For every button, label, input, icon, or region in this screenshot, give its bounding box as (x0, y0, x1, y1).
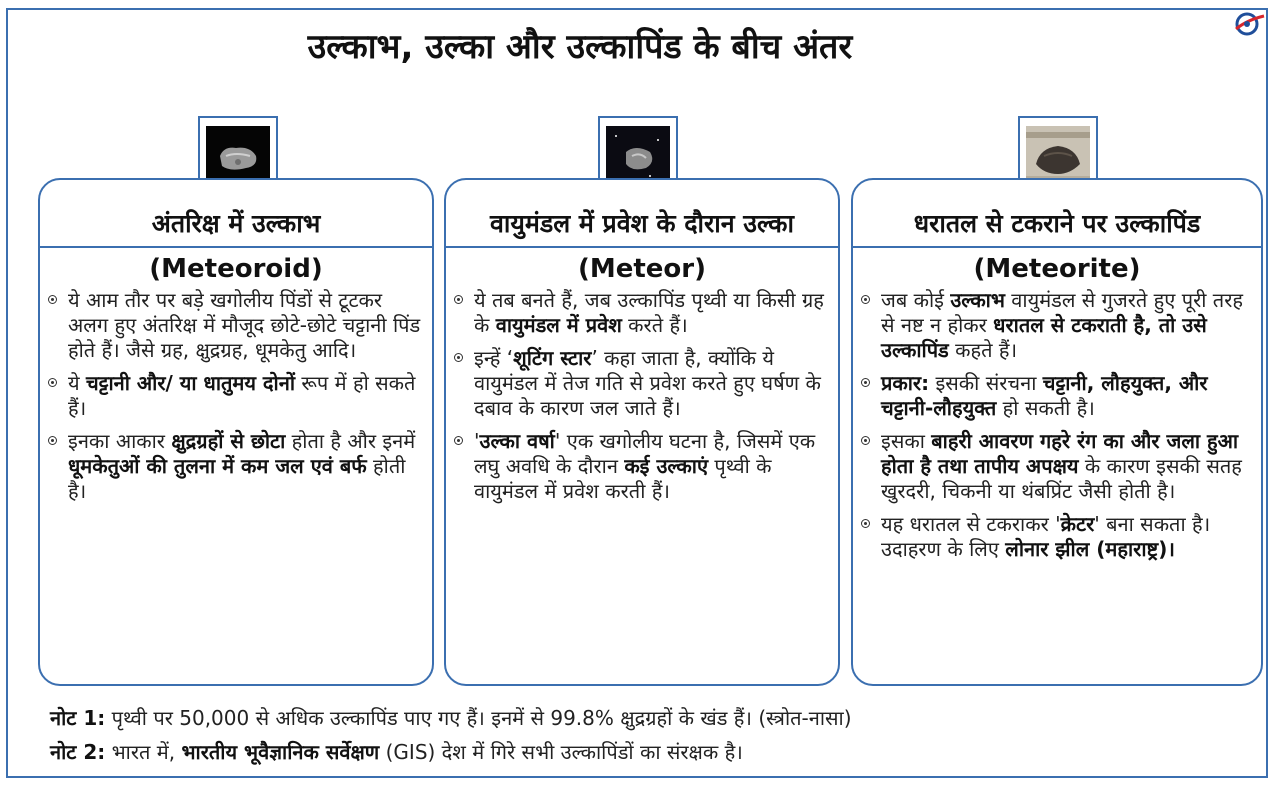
bullet-point (454, 346, 828, 421)
point-text: ' बना सकता है। उदाहरण के लिए (881, 512, 1211, 561)
point-text: के कारण इसकी सतह खुरदरी, चिकनी या थंबप्रिंट जैसी होती है। (881, 454, 1242, 503)
bullet-icon (861, 295, 870, 304)
point-text: इसका (881, 429, 932, 453)
bullet-point (48, 371, 422, 421)
card-heading: वायुमंडल में प्रवेश के दौरान उल्का (446, 180, 838, 248)
point-emphasis: चट्टानी और/ या धातुमय दोनों (85, 371, 296, 395)
point-emphasis: धूमकेतुओं की तुलना में कम जल एवं बर्फ (68, 454, 367, 478)
note-label: नोट 2: (50, 740, 106, 764)
point-list (40, 288, 432, 504)
bullet-point (861, 429, 1251, 504)
point-emphasis: क्रेटर (1060, 512, 1095, 536)
bullet-point (48, 429, 422, 504)
bullet-point (861, 512, 1251, 562)
point-emphasis: वायुमंडल में प्रवेश (495, 313, 622, 337)
meteoroid-card (38, 178, 434, 686)
note-1 (50, 704, 852, 731)
bullet-point (454, 288, 828, 338)
bullet-icon (454, 295, 463, 304)
note-2 (50, 738, 743, 765)
point-text: इसकी संरचना (929, 371, 1043, 395)
note-text: भारत में, (105, 740, 182, 764)
point-list (853, 288, 1261, 562)
point-text: ' एक खगोलीय घटना है, जिसमें एक लघु अवधि के दौरान (474, 429, 816, 478)
point-emphasis: बाहरी आवरण गहरे रंग का और जला हुआ होता है तथा तापीय अपक्षय (881, 429, 1239, 478)
card-subheading: (Meteoroid) (149, 254, 323, 284)
bullet-icon (861, 378, 870, 387)
point-text: ये आम तौर पर बड़े खगोलीय पिंडों से टूटकर अलग हुए अंतरिक्ष में मौजूद छोटे-छोटे चट्टानी पिंड होते हैं। जैसे ग्रह, क्षुद्रग्रह, धूमकेतु आदि। (68, 288, 421, 362)
bullet-icon (454, 353, 463, 362)
bullet-icon (48, 378, 57, 387)
point-emphasis: शूटिंग स्टार (513, 346, 592, 370)
meteor-card (444, 178, 840, 686)
point-emphasis: कई उल्काएं (624, 454, 709, 478)
page-title: उल्काभ, उल्का और उल्कापिंड के बीच अंतर (307, 27, 853, 67)
note-emphasis: भारतीय भूवैज्ञानिक सर्वेक्षण (181, 740, 380, 764)
point-emphasis: प्रकार: (881, 371, 930, 395)
note-text: पृथ्वी पर 50,000 से अधिक उल्कापिंड पाए गए हैं। इनमें से 99.8% क्षुद्रग्रहों के खंड हैं। (स्त्रोत-नासा) (105, 706, 852, 730)
bullet-icon (48, 436, 57, 445)
point-text: इन्हें ‘ (474, 346, 514, 370)
card-heading: धरातल से टकराने पर उल्कापिंड (853, 180, 1261, 248)
point-text: होती है। (68, 454, 406, 503)
point-emphasis: लोनार झील (महाराष्ट्र)। (1005, 537, 1175, 561)
point-text: ये तब बनते हैं, जब उल्कापिंड पृथ्वी या किसी ग्रह के (474, 288, 824, 337)
point-text: इनका आकार (68, 429, 172, 453)
bullet-point (48, 288, 422, 363)
point-text: ' (474, 429, 480, 453)
bullet-point (454, 429, 828, 504)
point-text: जब कोई (881, 288, 951, 312)
note-text-after: (GIS) देश में गिरे सभी उल्कापिंडों का संरक्षक है। (379, 740, 743, 764)
bullet-point (861, 288, 1251, 363)
note-label: नोट 1: (50, 706, 106, 730)
bullet-point (861, 371, 1251, 421)
meteorite-card (851, 178, 1263, 686)
point-emphasis: धरातल से टकराती है, तो उसे उल्कापिंड (881, 313, 1207, 362)
point-text: यह धरातल से टकराकर ' (881, 512, 1061, 536)
point-list (446, 288, 838, 504)
point-text: ये (68, 371, 86, 395)
bullet-icon (454, 436, 463, 445)
bullet-icon (861, 436, 870, 445)
card-subheading: (Meteorite) (973, 254, 1141, 284)
point-text: कहते हैं। (948, 338, 1018, 362)
point-text: वायुमंडल से गुजरते हुए पूरी तरह से नष्ट न होकर (881, 288, 1244, 337)
point-text: पृथ्वी के वायुमंडल में प्रवेश करती हैं। (474, 454, 772, 503)
point-emphasis: क्षुद्रग्रहों से छोटा (171, 429, 286, 453)
point-text: ’ कहा जाता है, क्योंकि ये वायुमंडल में तेज गति से प्रवेश करते हुए घर्षण के दबाव के कारण जल जाते हैं। (474, 346, 821, 420)
point-text: होता है और इनमें (285, 429, 416, 453)
point-text: हो सकती है। (996, 396, 1095, 420)
bullet-icon (48, 295, 57, 304)
point-emphasis: उल्का वर्षा (479, 429, 555, 453)
point-text: करते हैं। (621, 313, 688, 337)
card-heading: अंतरिक्ष में उल्काभ (40, 180, 432, 248)
brand-logo-icon (1232, 10, 1266, 38)
bullet-icon (861, 519, 870, 528)
point-text: रूप में हो सकते हैं। (68, 371, 416, 420)
point-emphasis: उल्काभ (950, 288, 1005, 312)
point-emphasis: चट्टानी, लौहयुक्त, और चट्टानी-लौहयुक्त (881, 371, 1208, 420)
card-subheading: (Meteor) (577, 254, 707, 284)
